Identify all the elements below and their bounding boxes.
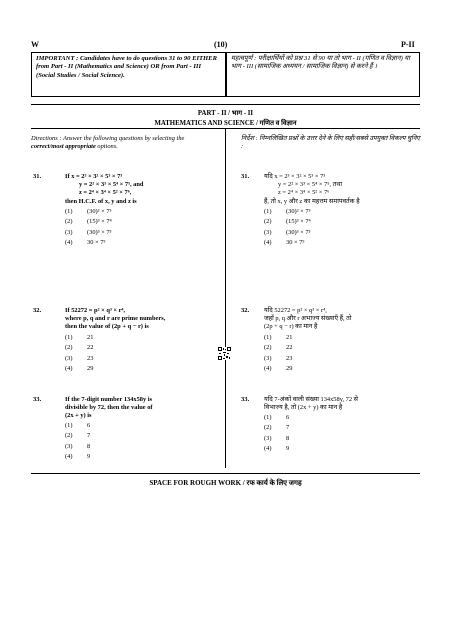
q32-line: If 52272 = p² × q³ × r⁴, [65, 307, 125, 314]
option[interactable]: (4) 29 [264, 365, 293, 373]
header-left: W [31, 40, 39, 49]
option[interactable]: (3) (30)³ × 7³ [264, 228, 311, 236]
q33-number-hi: 33. [241, 396, 250, 403]
option[interactable]: (2) 22 [65, 344, 94, 352]
option[interactable]: (3) 8 [65, 442, 91, 450]
q31-line: If x = 2³ × 3² × 5³ × 7³ [65, 173, 123, 180]
option[interactable]: (3) 23 [65, 354, 94, 362]
option[interactable]: (1) (30)² × 7³ [65, 208, 112, 215]
page-number: (10) [214, 40, 228, 49]
q32-line-hi: (2p + q − r) का मान है [264, 323, 318, 331]
option[interactable]: (3) 23 [264, 354, 293, 362]
option[interactable]: (2) 22 [264, 344, 293, 352]
header-right: P-II [401, 40, 415, 49]
q33-line: divisible by 72, then the value of [65, 404, 153, 412]
directions-english [31, 135, 216, 151]
option[interactable]: (1) 21 [65, 334, 94, 341]
rough-work-label: SPACE FOR ROUGH WORK / रफ कार्य के लिए जगह [149, 479, 302, 487]
q33-line-hi: विभाज्य है, तो (2x + y) का मान है [264, 404, 343, 412]
directions-suffix: options. [95, 143, 118, 150]
q31-stem-en [65, 173, 215, 206]
q32-line-hi: जहाँ p, q और r अभाज्य संख्याएँ हैं, तो [264, 315, 352, 323]
q32-stem-hi [264, 307, 420, 332]
footer-rule [31, 473, 420, 474]
q31-number-en: 31. [33, 173, 42, 180]
q32-options-en [65, 333, 93, 375]
option[interactable]: (2) 7 [264, 424, 290, 432]
directions-bold: correct/most appropriate [31, 143, 96, 150]
option[interactable]: (2) 7 [65, 432, 91, 440]
q31-line-hi: यदि x = 2³ × 3² × 5³ × 7³ [264, 173, 326, 180]
q33-number-en: 33. [33, 396, 42, 403]
option[interactable]: (3) (30)³ × 7³ [65, 228, 112, 236]
q31-line: then H.C.F. of x, y and z is [65, 197, 137, 205]
option[interactable]: (2) (15)³ × 7⁴ [65, 218, 112, 226]
q31-line: y = 2² × 3³ × 5⁴ × 7⁵, and [79, 181, 144, 189]
directions-prefix: Directions : Answer the following questions by selecting the [31, 135, 185, 142]
q33-stem-en [65, 396, 215, 421]
q31-line: z = 2⁴ × 3⁴ × 5² × 7⁶, [79, 189, 132, 197]
q31-options-en [65, 207, 112, 249]
title-rule-top [31, 104, 420, 105]
section-title: MATHEMATICS AND SCIENCE / गणित व विज्ञान [154, 120, 297, 127]
q33-options-en [65, 421, 90, 463]
option[interactable]: (4) 9 [264, 445, 290, 453]
q33-stem-hi [264, 396, 420, 412]
q32-number-hi: 32. [241, 307, 250, 314]
q33-line-hi: यदि 7-अंकों वाली संख्या 134x58y, 72 से [264, 396, 358, 403]
q31-line-hi: y = 2² × 3³ × 5⁴ × 7⁵, तथा [278, 181, 343, 189]
q32-options-hi [264, 333, 292, 375]
notice-hindi: महत्वपूर्ण : परीक्षार्थियों को प्रश्न 31 से 90 या तो भाग - II (गणित व विज्ञान) या भाग - III (सामाजिक अध्ययन / सामाजिक विज्ञान) से करने हैं । [226, 52, 420, 97]
notice-english: IMPORTANT : Candidates have to do questions 31 to 90 EITHER from Part - II (Mathematics and Science) OR from Part - III (Social Studies / Social Science). [31, 52, 226, 97]
option[interactable]: (4) 29 [65, 365, 94, 373]
option[interactable]: (1) 6 [65, 422, 91, 429]
q33-line: (2x + y) is [65, 412, 92, 420]
q31-line-hi: z = 2⁴ × 3⁴ × 5² × 7⁶ [278, 189, 330, 197]
option[interactable]: (4) 9 [65, 453, 91, 461]
option[interactable]: (4) 30 × 7⁵ [65, 239, 106, 247]
directions-hindi: निर्देश : निम्नलिखित प्रश्नों के उत्तर देने के लिए सही/सबसे उपयुक्त विकल्प चुनिए : [241, 135, 420, 150]
q32-line-hi: यदि 52272 = p² × q³ × r⁴, [264, 307, 327, 314]
part-title: PART - II / भाग - II [197, 110, 254, 117]
option[interactable]: (3) 8 [264, 434, 290, 442]
q31-options-hi [264, 207, 311, 249]
q32-stem-en [65, 307, 215, 332]
column-divider [225, 128, 226, 468]
q32-line: where p, q and r are prime numbers, [65, 315, 166, 323]
option[interactable]: (2) (15)³ × 7⁴ [264, 218, 311, 226]
option[interactable]: (1) (30)² × 7³ [264, 208, 311, 215]
q31-stem-hi [264, 173, 420, 206]
option[interactable]: (4) 30 × 7⁵ [264, 239, 305, 247]
qr-code-icon [218, 347, 231, 360]
q33-options-hi [264, 413, 289, 455]
q33-line: If the 7-digit number 134x58y is [65, 396, 153, 403]
q32-number-en: 32. [33, 307, 42, 314]
q32-line: then the value of (2p + q − r) is [65, 323, 149, 331]
q31-line-hi: हैं, तो x, y और z का महत्तम समापवर्तक है [264, 197, 360, 205]
option[interactable]: (1) 21 [264, 334, 293, 341]
q31-number-hi: 31. [241, 173, 250, 180]
option[interactable]: (1) 6 [264, 414, 290, 421]
